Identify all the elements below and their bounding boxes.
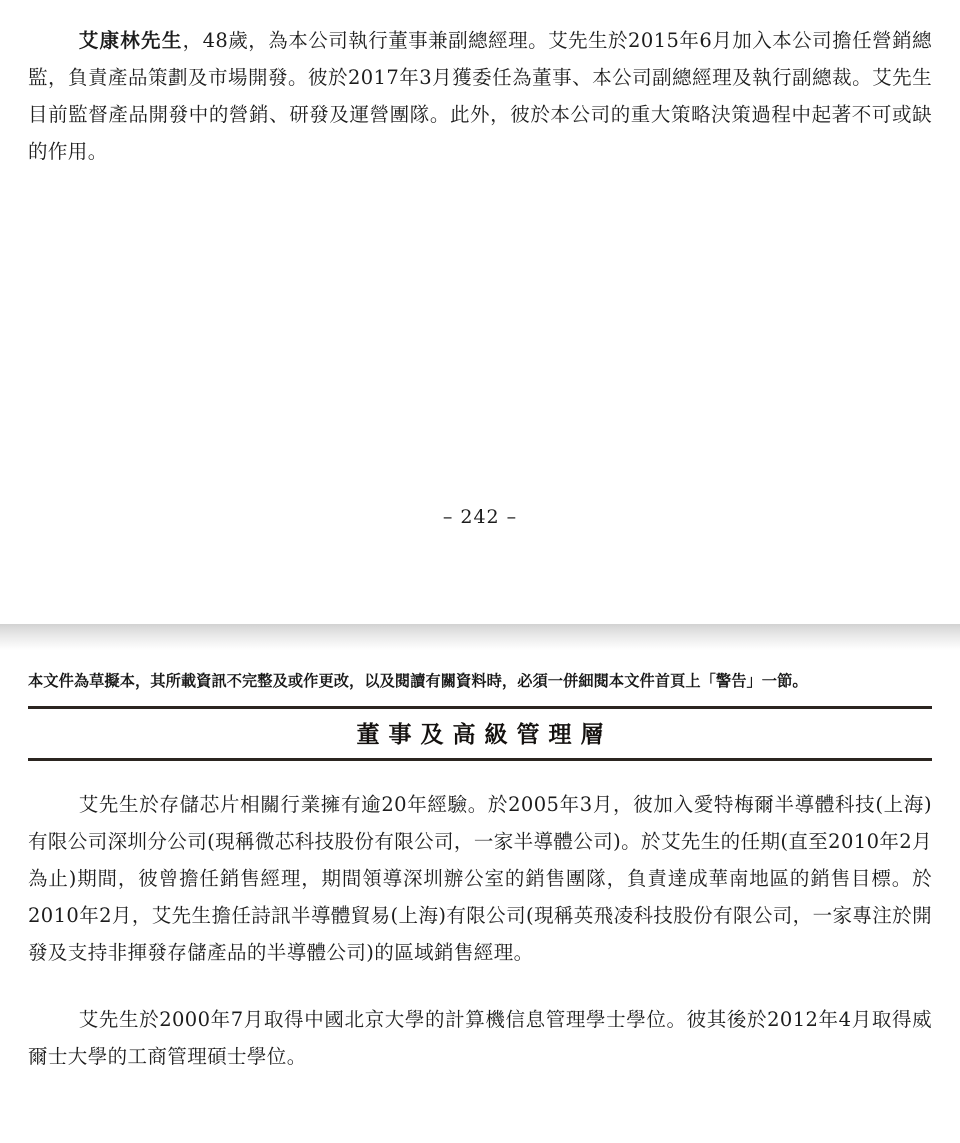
biography-paragraph-text: ，48歲，為本公司執行董事兼副總經理。艾先生於2015年6月加入本公司擔任營銷總監，負責產品策劃及市場開發。彼於2017年3月獲委任為董事、本公司副總經理及執行副總裁。艾先生目前監督產品開發中的營銷、研發及運營團隊。此外，彼於本公司的重大策略決策過程中起著不可或缺的作用。 (28, 29, 932, 163)
biography-paragraph (28, 22, 932, 170)
section-header (28, 706, 932, 761)
draft-disclaimer: 本文件為草擬本，其所載資訊不完整及或作更改，以及閱讀有關資料時，必須一併細閱本文件首頁上「警告」一節。 (28, 672, 808, 690)
document-page-bottom (0, 650, 960, 1143)
education-paragraph: 艾先生於2000年7月取得中國北京大學的計算機信息管理學士學位。彼其後於2012年4月取得威爾士大學的工商管理碩士學位。 (28, 1008, 932, 1068)
experience-paragraph: 艾先生於存儲芯片相關行業擁有逾20年經驗。於2005年3月，彼加入愛特梅爾半導體科技(上海)有限公司深圳分公司(現稱微芯科技股份有限公司，一家半導體公司)。於艾先生的任期(直至2010年2月為止)期間，彼曾擔任銷售經理，期間領導深圳辦公室的銷售團隊，負責達成華南地區的銷售目標。於2010年2月，艾先生擔任詩訊半導體貿易(上海)有限公司(現稱英飛凌科技股份有限公司，一家專注於開發及支持非揮發存儲產品的半導體公司)的區域銷售經理。 (28, 793, 932, 964)
page-number: – 242 – (442, 506, 518, 528)
section-title: 董事及高級管理層 (356, 721, 613, 748)
person-name: 艾康林先生 (78, 29, 183, 52)
page-separator-band (0, 624, 960, 650)
